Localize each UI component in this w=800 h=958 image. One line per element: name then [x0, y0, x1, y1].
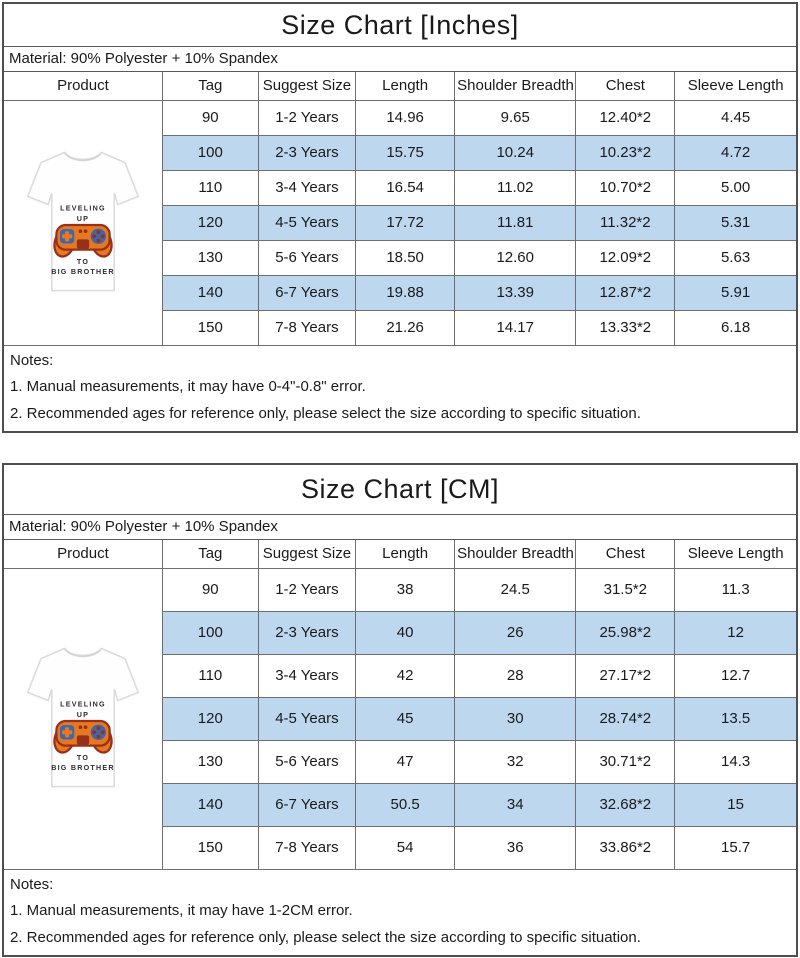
size-cell: 10.24 — [455, 135, 576, 170]
size-cell: 10.70*2 — [576, 170, 675, 205]
size-cell: 5-6 Years — [258, 740, 355, 783]
size-cell: 2-3 Years — [258, 135, 355, 170]
size-cell: 28 — [455, 654, 576, 697]
header-row — [4, 72, 796, 100]
size-cell: 1-2 Years — [258, 100, 355, 135]
size-cell: 50.5 — [356, 783, 455, 826]
size-table-inches — [4, 72, 796, 346]
size-cell: 15 — [675, 783, 796, 826]
shirt-print-line3: TO — [76, 257, 90, 266]
note-line-1: 1. Manual measurements, it may have 1-2CM error. — [10, 902, 353, 919]
size-cell: 32 — [455, 740, 576, 783]
size-cell: 32.68*2 — [576, 783, 675, 826]
size-cell: 27.17*2 — [576, 654, 675, 697]
size-cell: 110 — [162, 654, 258, 697]
note-line-2: 2. Recommended ages for reference only, please select the size according to specific situation. — [10, 928, 641, 946]
size-cell: 25.98*2 — [576, 611, 675, 654]
size-chart-cm-section — [2, 463, 798, 957]
size-cell: 4.72 — [675, 135, 796, 170]
size-cell: 5.31 — [675, 205, 796, 240]
column-header-chest: Chest — [576, 72, 675, 100]
product-tshirt-image — [4, 633, 162, 805]
size-row-90 — [4, 100, 796, 135]
size-cell: 11.02 — [455, 170, 576, 205]
size-cell: 11.32*2 — [576, 205, 675, 240]
size-cell: 100 — [162, 611, 258, 654]
tshirt-graphic — [11, 137, 155, 309]
header-row — [4, 540, 796, 568]
size-cell: 7-8 Years — [258, 310, 355, 345]
size-cell: 16.54 — [356, 170, 455, 205]
note-line-1: 1. Manual measurements, it may have 0-4"-0.8" error. — [10, 378, 366, 395]
notes-section — [4, 346, 796, 432]
material-info: Material: 90% Polyester + 10% Spandex — [4, 47, 796, 72]
size-cell: 26 — [455, 611, 576, 654]
size-cell: 12.7 — [675, 654, 796, 697]
size-cell: 3-4 Years — [258, 654, 355, 697]
product-image-cell — [4, 568, 162, 869]
shirt-print-line1: LEVELING — [60, 700, 106, 709]
shirt-print-line2: UP — [76, 214, 90, 223]
size-cell: 10.23*2 — [576, 135, 675, 170]
size-row-90 — [4, 568, 796, 611]
column-header-product: Product — [4, 540, 162, 568]
tshirt-graphic — [11, 633, 155, 805]
size-cell: 4.45 — [675, 100, 796, 135]
column-header-suggest-size: Suggest Size — [258, 540, 355, 568]
size-cell: 13.39 — [455, 275, 576, 310]
column-header-length: Length — [356, 540, 455, 568]
column-header-sleeve-length: Sleeve Length — [675, 72, 796, 100]
size-cell: 140 — [162, 275, 258, 310]
size-cell: 17.72 — [356, 205, 455, 240]
size-cell: 9.65 — [455, 100, 576, 135]
column-header-suggest-size: Suggest Size — [258, 72, 355, 100]
size-cell: 5-6 Years — [258, 240, 355, 275]
size-cell: 13.5 — [675, 697, 796, 740]
product-image-cell — [4, 100, 162, 345]
size-cell: 19.88 — [356, 275, 455, 310]
size-cell: 30 — [455, 697, 576, 740]
notes-label: Notes: — [10, 351, 54, 369]
size-cell: 47 — [356, 740, 455, 783]
size-cell: 14.17 — [455, 310, 576, 345]
size-cell: 90 — [162, 100, 258, 135]
size-cell: 130 — [162, 240, 258, 275]
size-cell: 120 — [162, 205, 258, 240]
size-cell: 40 — [356, 611, 455, 654]
size-cell: 36 — [455, 826, 576, 869]
size-cell: 15.75 — [356, 135, 455, 170]
column-header-sleeve-length: Sleeve Length — [675, 540, 796, 568]
shirt-print-line4: BIG BROTHER — [51, 763, 115, 772]
size-cell: 15.7 — [675, 826, 796, 869]
shirt-print-line3: TO — [76, 753, 90, 762]
size-cell: 1-2 Years — [258, 568, 355, 611]
size-cell: 21.26 — [356, 310, 455, 345]
size-cell: 4-5 Years — [258, 697, 355, 740]
size-chart-inches-section — [2, 2, 798, 433]
shirt-print-line2: UP — [76, 710, 90, 719]
size-cell: 12.87*2 — [576, 275, 675, 310]
notes-section — [4, 870, 796, 956]
column-header-tag: Tag — [162, 540, 258, 568]
size-cell: 42 — [356, 654, 455, 697]
size-cell: 6.18 — [675, 310, 796, 345]
column-header-product: Product — [4, 72, 162, 100]
size-cell: 14.96 — [356, 100, 455, 135]
size-cell: 38 — [356, 568, 455, 611]
column-header-shoulder-breadth: Shoulder Breadth — [455, 540, 576, 568]
size-cell: 31.5*2 — [576, 568, 675, 611]
size-cell: 120 — [162, 697, 258, 740]
size-cell: 5.91 — [675, 275, 796, 310]
size-cell: 150 — [162, 826, 258, 869]
size-cell: 5.00 — [675, 170, 796, 205]
size-cell: 6-7 Years — [258, 275, 355, 310]
size-cell: 100 — [162, 135, 258, 170]
size-cell: 130 — [162, 740, 258, 783]
size-cell: 18.50 — [356, 240, 455, 275]
column-header-shoulder-breadth: Shoulder Breadth — [455, 72, 576, 100]
size-cell: 2-3 Years — [258, 611, 355, 654]
size-cell: 14.3 — [675, 740, 796, 783]
shirt-print-line4: BIG BROTHER — [51, 267, 115, 276]
size-cell: 4-5 Years — [258, 205, 355, 240]
column-header-tag: Tag — [162, 72, 258, 100]
product-tshirt-image — [4, 137, 162, 309]
size-cell: 150 — [162, 310, 258, 345]
chart-title-inches: Size Chart [Inches] — [4, 4, 796, 47]
size-cell: 7-8 Years — [258, 826, 355, 869]
chart-title-cm: Size Chart [CM] — [4, 465, 796, 515]
size-cell: 12.60 — [455, 240, 576, 275]
notes-label: Notes: — [10, 875, 54, 893]
size-cell: 45 — [356, 697, 455, 740]
size-cell: 5.63 — [675, 240, 796, 275]
note-line-2: 2. Recommended ages for reference only, please select the size according to specific situation. — [10, 404, 641, 422]
size-table-cm — [4, 540, 796, 870]
size-cell: 28.74*2 — [576, 697, 675, 740]
material-info: Material: 90% Polyester + 10% Spandex — [4, 515, 796, 540]
size-cell: 11.3 — [675, 568, 796, 611]
column-header-chest: Chest — [576, 540, 675, 568]
size-cell: 110 — [162, 170, 258, 205]
size-cell: 11.81 — [455, 205, 576, 240]
size-cell: 3-4 Years — [258, 170, 355, 205]
size-cell: 12.40*2 — [576, 100, 675, 135]
size-cell: 54 — [356, 826, 455, 869]
size-cell: 12.09*2 — [576, 240, 675, 275]
column-header-length: Length — [356, 72, 455, 100]
shirt-print-line1: LEVELING — [60, 204, 106, 213]
size-cell: 34 — [455, 783, 576, 826]
size-cell: 12 — [675, 611, 796, 654]
size-cell: 33.86*2 — [576, 826, 675, 869]
size-cell: 90 — [162, 568, 258, 611]
size-cell: 30.71*2 — [576, 740, 675, 783]
size-cell: 6-7 Years — [258, 783, 355, 826]
size-cell: 13.33*2 — [576, 310, 675, 345]
size-cell: 24.5 — [455, 568, 576, 611]
size-cell: 140 — [162, 783, 258, 826]
